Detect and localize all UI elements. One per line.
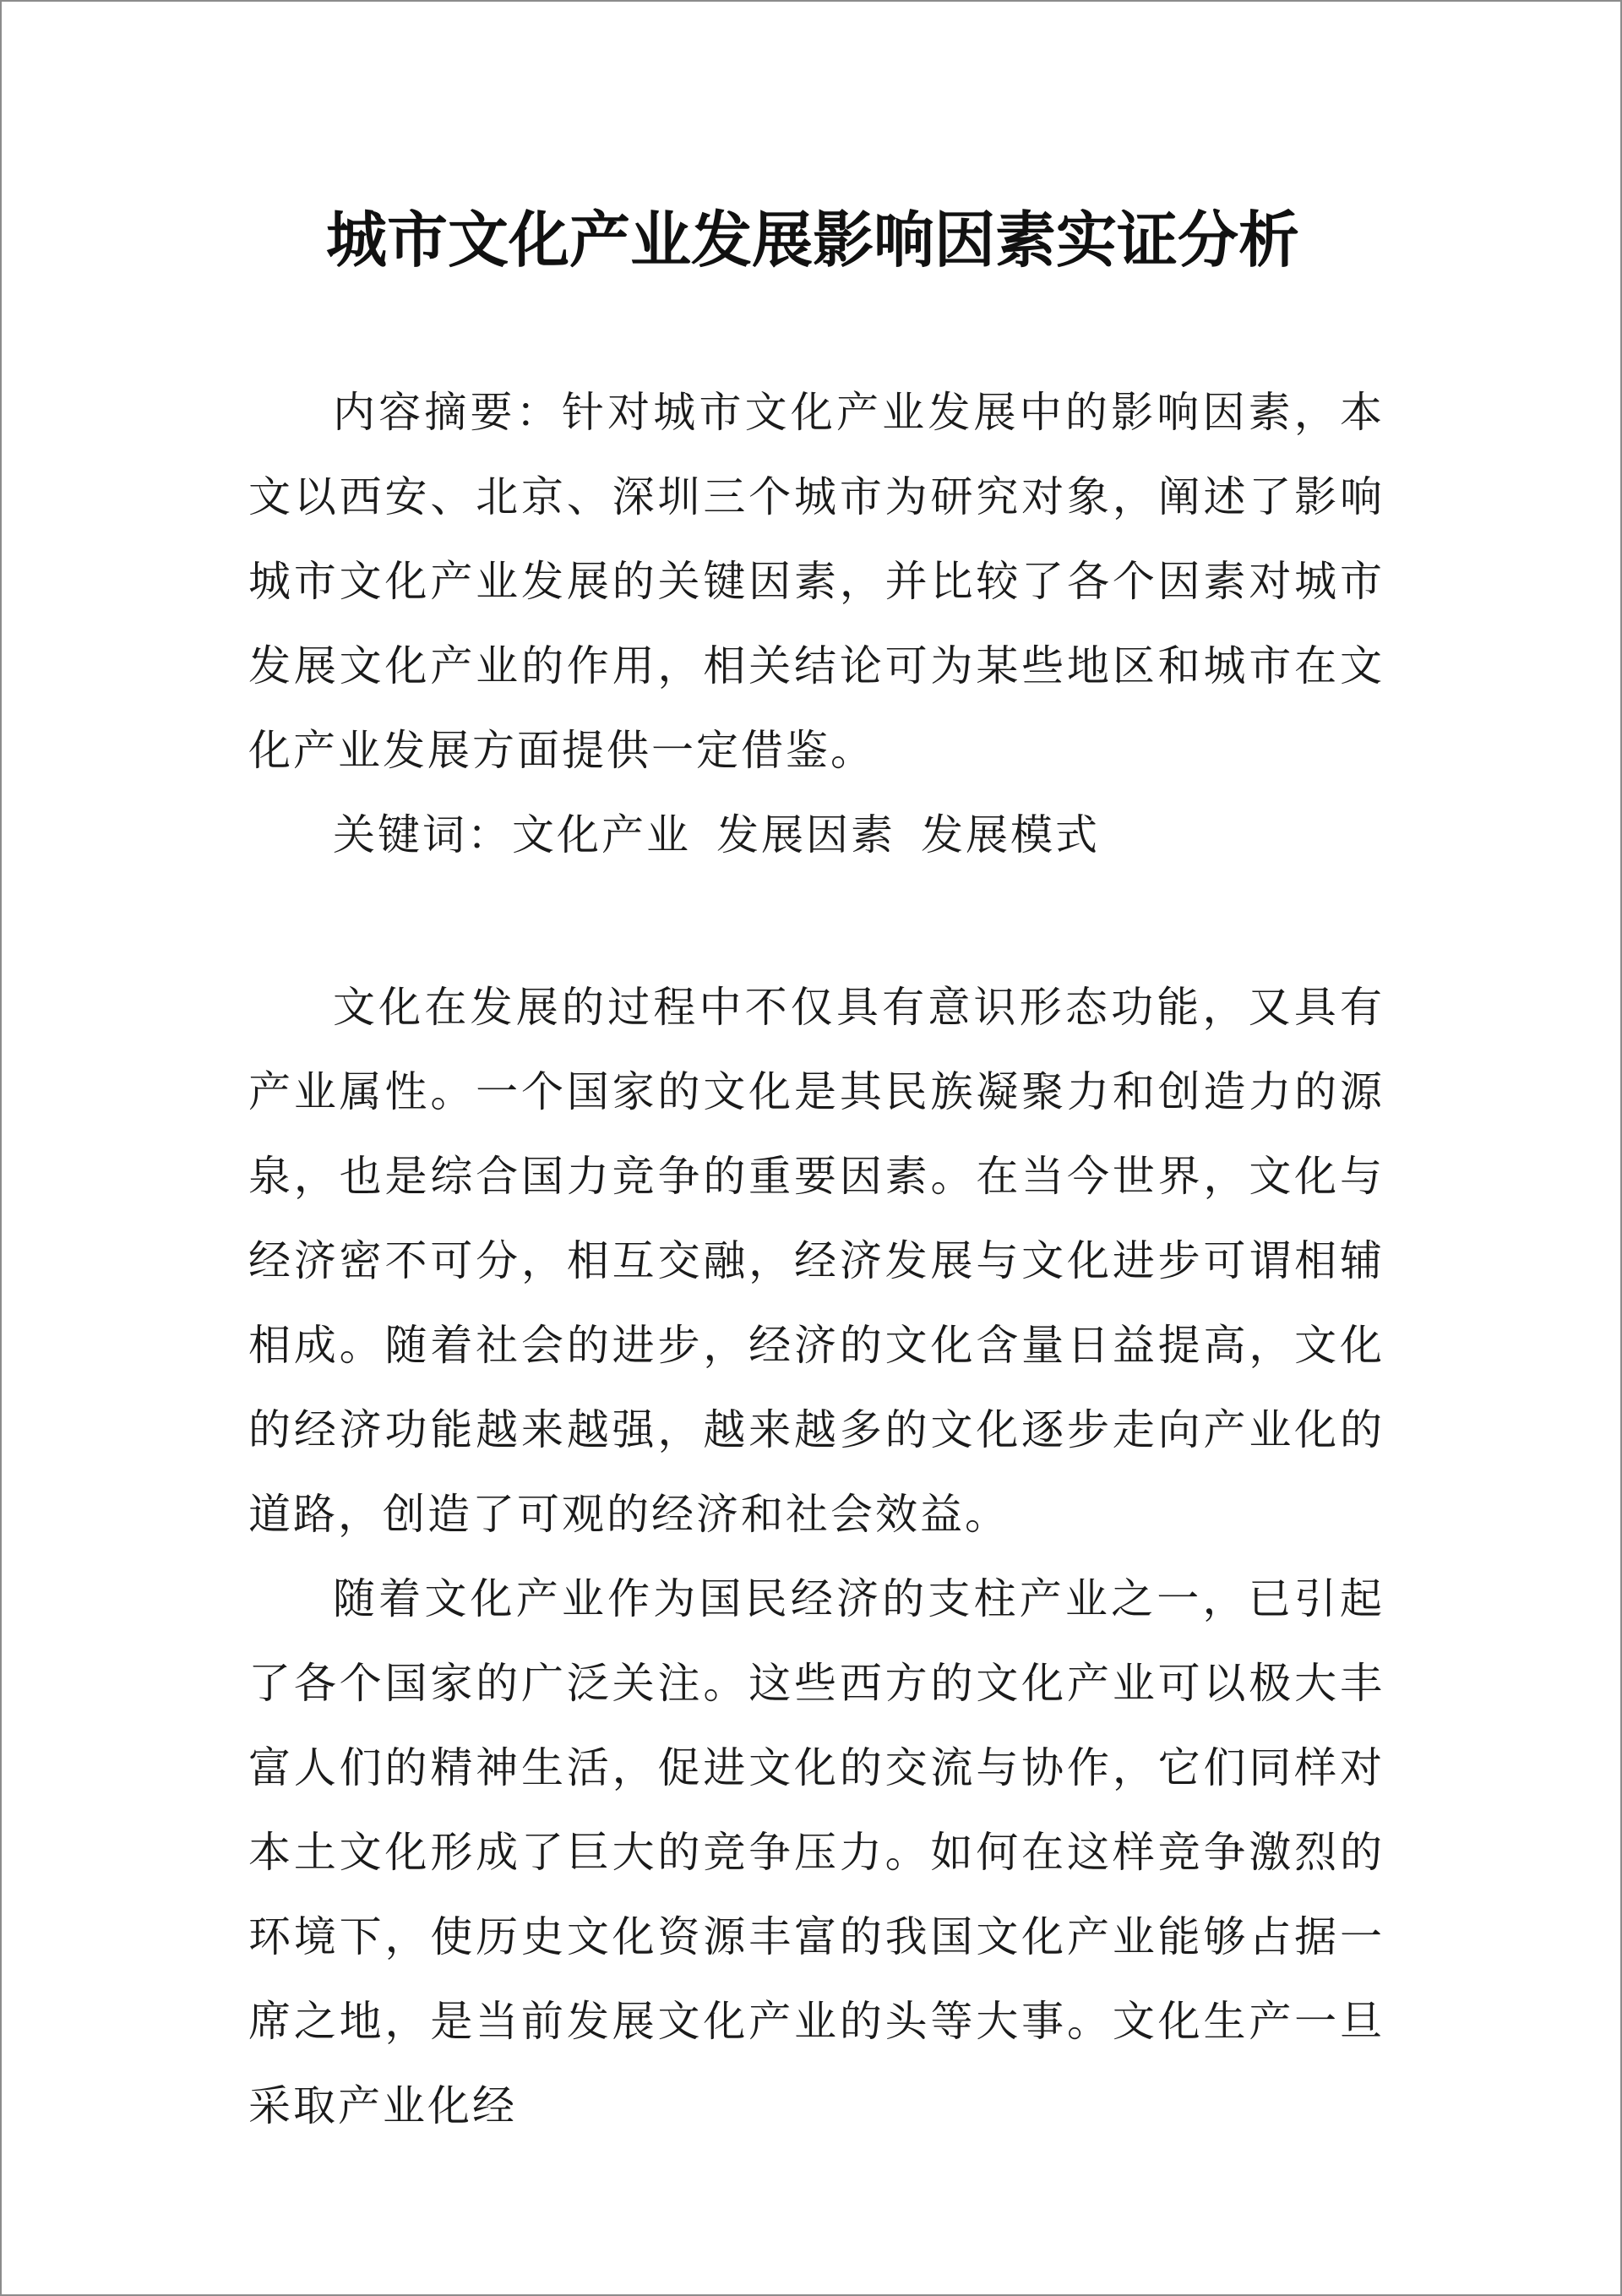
keywords-section bbox=[248, 793, 1385, 877]
keywords-label: 关键词： bbox=[333, 810, 512, 859]
keyword-item: 文化产业 bbox=[512, 810, 691, 859]
keyword-item: 发展模式 bbox=[921, 810, 1100, 859]
abstract-paragraph: 内容摘要：针对城市文化产业发展中的影响因素，本文以西安、北京、深圳三个城市为研究对象，阐述了影响城市文化产业发展的关键因素，并比较了各个因素对城市发展文化产业的作用，相关结论可为某些地区和城市在文化产业发展方面提供一定借鉴。 bbox=[248, 388, 1385, 775]
body-paragraph-1: 文化在发展的过程中不仅具有意识形态功能，又具有产业属性。一个国家的文化是其民族凝聚力和创造力的源泉，也是综合国力竞争的重要因素。在当今世界，文化与经济密不可分，相互交融，经济发展与文化进步可谓相辅相成。随着社会的进步，经济的文化含量日益提高，文化的经济功能越来越强，越来越多的文化逐步走向产业化的道路，创造了可观的经济和社会效益。 bbox=[248, 983, 1385, 1539]
keywords-line bbox=[248, 793, 1385, 877]
document-title: 城市文化产业发展影响因素实证分析 bbox=[325, 204, 1299, 275]
abstract-section bbox=[248, 370, 1385, 793]
body-paragraph-2: 随着文化产业作为国民经济的支柱产业之一，已引起了各个国家的广泛关注。这些西方的文化产业可以极大丰富人们的精神生活，促进文化的交流与协作，它们同样对本土文化形成了巨大的竞争压力。如何在这样竞争激烈的环境下，使历史文化资源丰富的我国文化产业能够占据一席之地，是当前发展文化产业的头等大事。文化生产一旦采取产业化经 bbox=[248, 1574, 1385, 2130]
main-body bbox=[248, 965, 1385, 2148]
keyword-item: 发展因素 bbox=[716, 810, 895, 859]
